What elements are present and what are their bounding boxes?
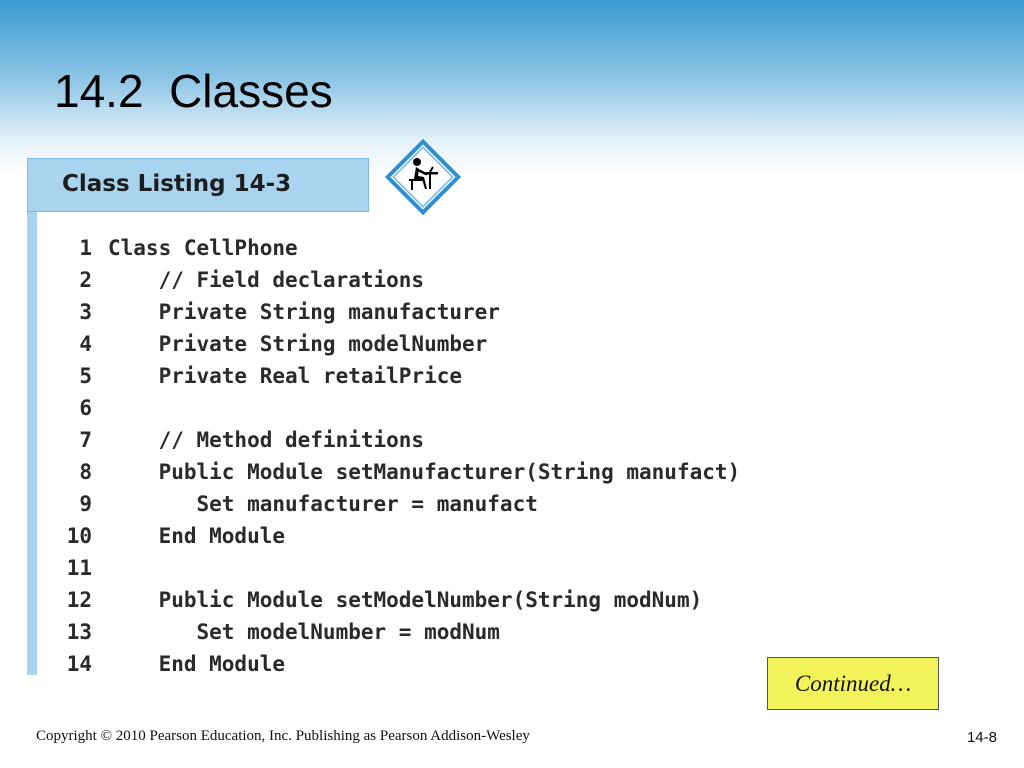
code-listing <box>37 212 937 675</box>
listing-title: Class Listing 14-3 <box>62 171 292 197</box>
code-text: Private Real retailPrice <box>108 364 463 388</box>
code-text: End Module <box>108 524 286 548</box>
line-number: 10 <box>66 524 92 548</box>
code-line <box>37 296 500 328</box>
continued-label: Continued… <box>794 670 912 696</box>
code-line <box>37 648 285 680</box>
code-line <box>37 232 298 264</box>
line-number: 11 <box>66 556 92 580</box>
page-number: 14-8 <box>966 729 997 746</box>
code-line <box>37 360 462 392</box>
line-number: 6 <box>79 396 92 420</box>
code-text: // Method definitions <box>108 428 425 452</box>
code-line <box>37 520 285 552</box>
code-text: Set manufacturer = manufact <box>108 492 538 516</box>
code-text: Private String manufacturer <box>108 300 500 324</box>
line-number: 1 <box>79 236 92 260</box>
line-number: 4 <box>79 332 92 356</box>
copyright-text: Copyright © 2010 Pearson Education, Inc. Publishing as Pearson Addison-Wesley <box>36 728 530 744</box>
code-line <box>37 392 108 424</box>
code-text: End Module <box>108 652 286 676</box>
code-line <box>37 328 487 360</box>
code-text: Private String modelNumber <box>108 332 488 356</box>
slide-title: 14.2 Classes <box>54 65 333 117</box>
line-number: 14 <box>66 652 92 676</box>
person-at-computer-icon <box>385 139 461 215</box>
code-line <box>37 456 740 488</box>
code-text: Public Module setModelNumber(String modNum) <box>108 588 703 612</box>
line-number: 13 <box>66 620 92 644</box>
line-number: 5 <box>79 364 92 388</box>
code-text: Public Module setManufacturer(String manufact) <box>108 460 741 484</box>
line-number: 9 <box>79 492 92 516</box>
code-text: Set modelNumber = modNum <box>108 620 500 644</box>
continued-box <box>767 657 939 710</box>
code-line <box>37 264 424 296</box>
line-number: 7 <box>79 428 92 452</box>
code-line <box>37 584 702 616</box>
code-text: // Field declarations <box>108 268 425 292</box>
code-line <box>37 552 108 584</box>
line-number: 2 <box>79 268 92 292</box>
line-number: 12 <box>66 588 92 612</box>
line-number: 8 <box>79 460 92 484</box>
code-line <box>37 616 500 648</box>
listing-rule <box>27 212 37 675</box>
line-number: 3 <box>79 300 92 324</box>
code-line <box>37 488 538 520</box>
listing-header <box>27 158 369 212</box>
code-text: Class CellPhone <box>108 236 298 260</box>
code-line <box>37 424 424 456</box>
